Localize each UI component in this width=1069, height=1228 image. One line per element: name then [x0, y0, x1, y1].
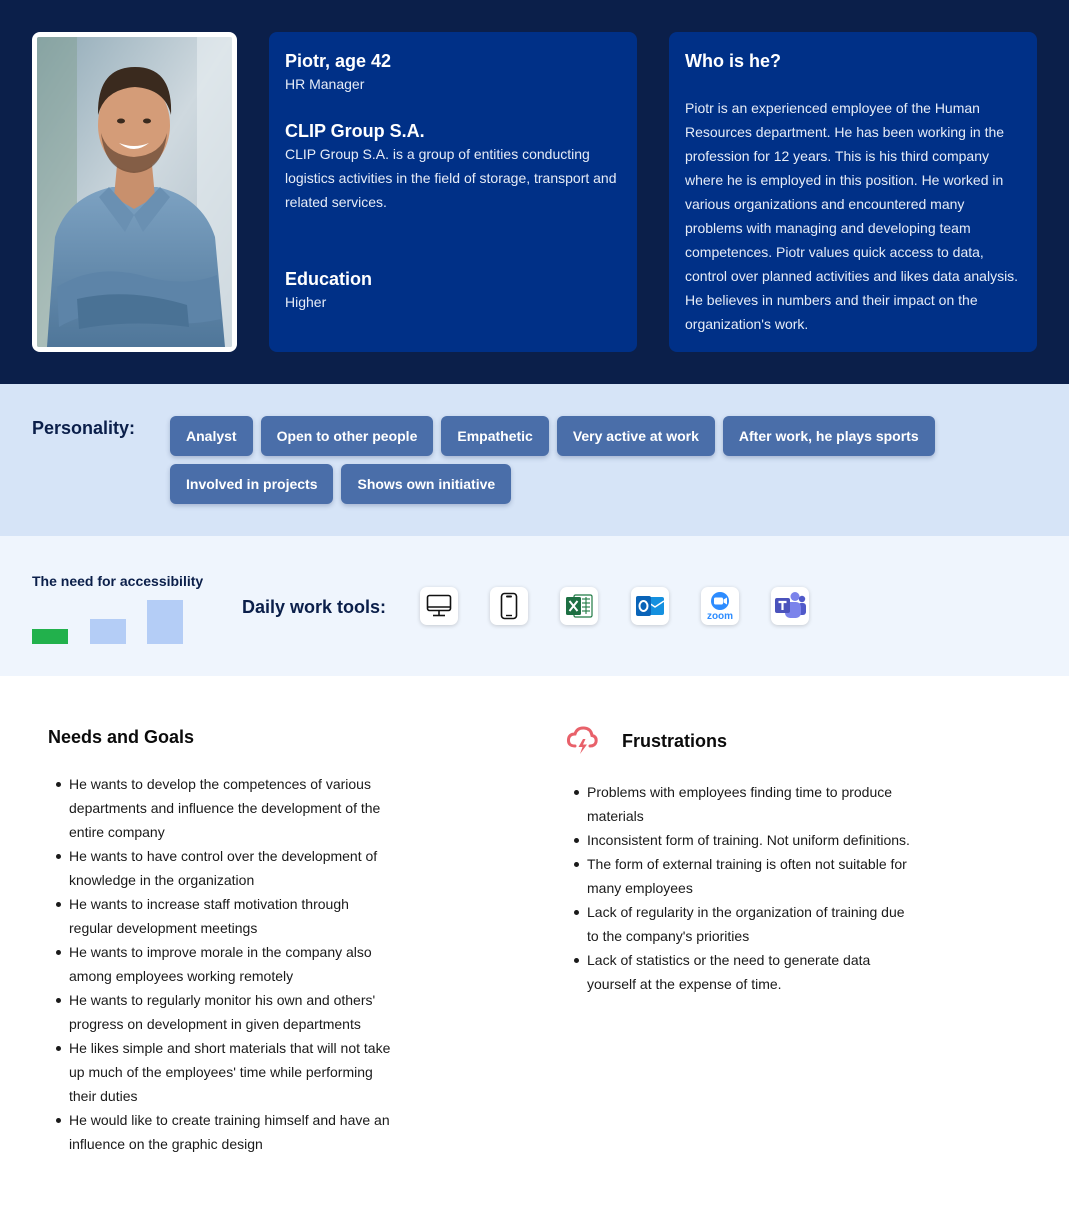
accessibility-bar-low	[32, 629, 68, 644]
list-item: He likes simple and short materials that will not take up much of the employees' time while performing their duties	[48, 1036, 393, 1108]
zoom-icon	[701, 587, 739, 625]
trait-chip: Open to other people	[261, 416, 434, 456]
profile-card	[269, 32, 637, 352]
list-item: Inconsistent form of training. Not uniform definitions.	[566, 828, 916, 852]
list-item: He wants to increase staff motivation through regular development meetings	[48, 892, 393, 940]
personality-section	[0, 384, 1069, 536]
outlook-icon	[631, 587, 669, 625]
trait-chip: Analyst	[170, 416, 253, 456]
trait-chip: Very active at work	[557, 416, 715, 456]
company-description: CLIP Group S.A. is a group of entities conducting logistics activities in the field of storage, transport and related services.	[285, 146, 617, 210]
personality-traits	[170, 416, 1030, 504]
list-item: He wants to improve morale in the company also among employees working remotely	[48, 940, 393, 988]
personality-label: Personality:	[32, 418, 136, 438]
accessibility-bar-high	[147, 600, 183, 644]
who-card	[669, 32, 1037, 352]
zoom-wordmark: zoom	[706, 611, 734, 621]
education-value: Higher	[285, 294, 327, 310]
list-item: Lack of statistics or the need to generate data yourself at the expense of time.	[566, 948, 916, 996]
list-item: Lack of regularity in the organization of training due to the company's priorities	[566, 900, 916, 948]
frustrations-title: Frustrations	[622, 731, 728, 751]
list-item: The form of external training is often not suitable for many employees	[566, 852, 916, 900]
tools-section	[0, 536, 1069, 676]
excel-icon	[560, 587, 598, 625]
tools-label: Daily work tools:	[242, 597, 387, 617]
company-name: CLIP Group S.A.	[285, 121, 425, 141]
trait-chip: Empathetic	[441, 416, 548, 456]
list-item: Problems with employees finding time to produce materials	[566, 780, 916, 828]
frustrations-list	[566, 780, 916, 996]
needs-list	[48, 772, 393, 1156]
teams-icon	[771, 587, 809, 625]
trait-chip: Shows own initiative	[341, 464, 511, 504]
needs-title: Needs and Goals	[48, 727, 195, 747]
persona-name: Piotr, age 42	[285, 51, 392, 71]
persona-header	[0, 0, 1069, 384]
who-title: Who is he?	[685, 51, 781, 71]
list-item: He wants to regularly monitor his own and others' progress on development in given departments	[48, 988, 393, 1036]
list-item: He would like to create training himself and have an influence on the graphic design	[48, 1108, 393, 1156]
profile-photo-frame	[32, 32, 237, 352]
desktop-icon	[420, 587, 458, 625]
storm-cloud-icon	[566, 724, 598, 756]
list-item: He wants to develop the competences of various departments and influence the development of the entire company	[48, 772, 393, 844]
who-description: Piotr is an experienced employee of the Human Resources department. He has been working in the profession for 12 years. This is his third company where he is employed in this position. He worked in various organizations and encountered many problems with managing and developing team competences. Piotr values quick access to data, control over planned activities and likes data analysis. He believes in numbers and their impact on the organization's work.	[685, 100, 1019, 332]
profile-photo	[37, 37, 232, 347]
trait-chip: After work, he plays sports	[723, 416, 935, 456]
accessibility-bar-medium	[90, 619, 126, 644]
trait-chip: Involved in projects	[170, 464, 333, 504]
education-title: Education	[285, 269, 373, 289]
smartphone-icon	[490, 587, 528, 625]
persona-role: HR Manager	[285, 76, 365, 92]
list-item: He wants to have control over the development of knowledge in the organization	[48, 844, 393, 892]
accessibility-label: The need for accessibility	[32, 573, 204, 589]
